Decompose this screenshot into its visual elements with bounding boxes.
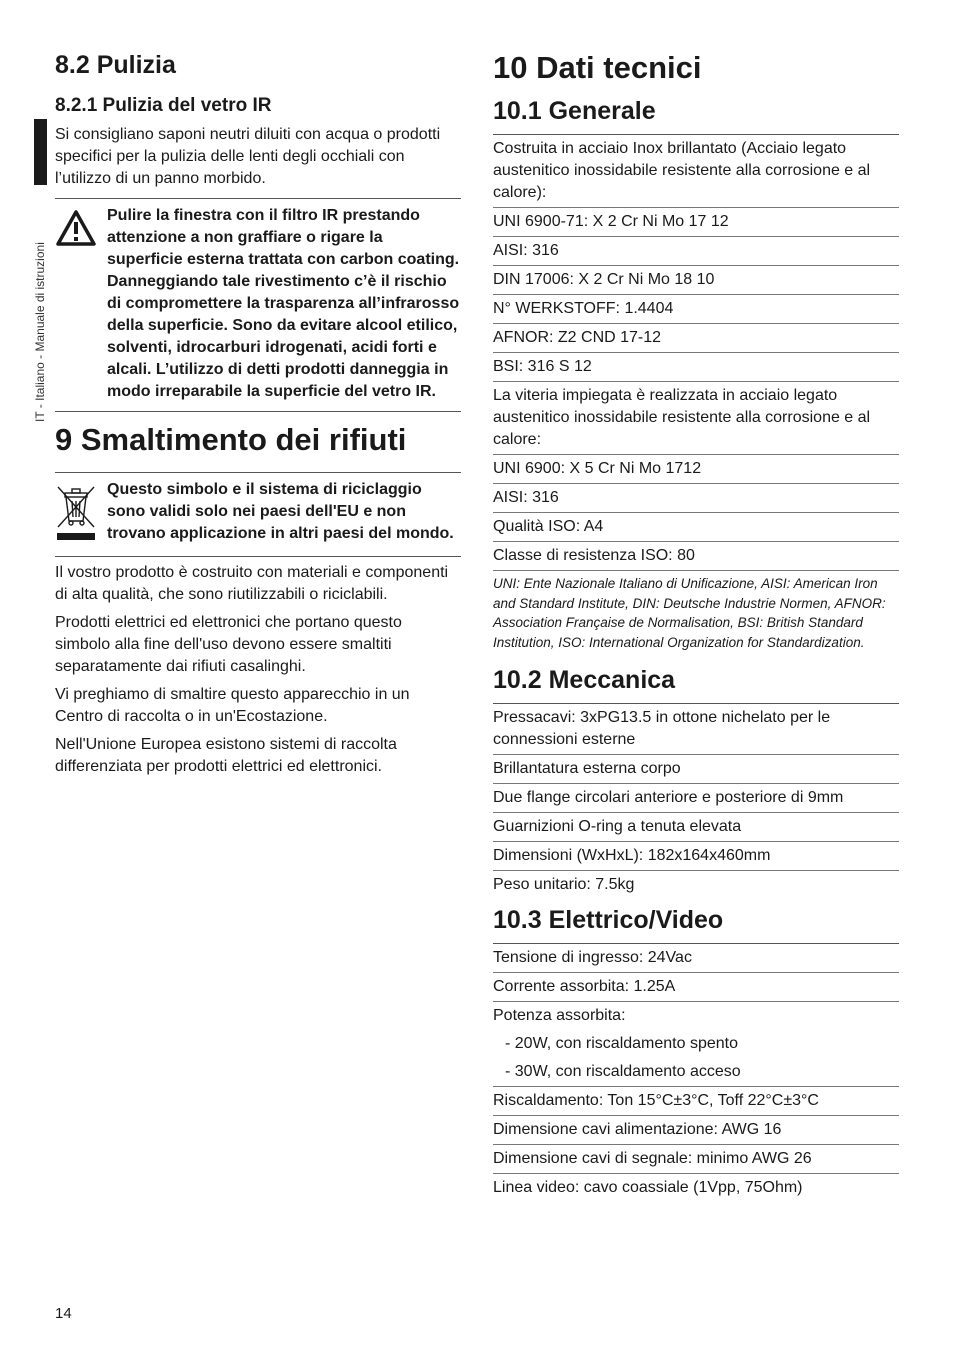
spec-row: La viteria impiegata è realizzata in acciaio legato austenitico inossidabile resistente alla corrosione e al calore:: [493, 382, 899, 455]
section-8-2-1-title: 8.2.1 Pulizia del vetro IR: [55, 95, 272, 116]
section-10-2-title: 10.2 Meccanica: [493, 666, 676, 694]
spec-row: Dimensioni (WxHxL): 182x164x460mm: [493, 842, 899, 871]
spec-row: N° WERKSTOFF: 1.4404: [493, 295, 899, 324]
spec-row: Peso unitario: 7.5kg: [493, 876, 635, 893]
weee-notice-box: [55, 472, 461, 557]
spec-row: Riscaldamento: Ton 15°C±3°C, Toff 22°C±3°C: [493, 1087, 899, 1116]
section-8-2-1-text: Si consigliano saponi neutri diluiti con acqua o prodotti specifici per la pulizia delle lenti degli occhiali con l’utilizzo di un panno morbido.: [55, 126, 441, 187]
right-column: [493, 48, 899, 1202]
spec-row: Corrente assorbita: 1.25A: [493, 973, 899, 1002]
spec-row: Due flange circolari anteriore e posteriore di 9mm: [493, 784, 899, 813]
spec-row: Tensione di ingresso: 24Vac: [493, 944, 899, 973]
spec-row: DIN 17006: X 2 Cr Ni Mo 18 10: [493, 266, 899, 295]
spec-row: Potenza assorbita:: [493, 1007, 626, 1024]
spec-row: Brillantatura esterna corpo: [493, 755, 899, 784]
spec-row: AISI: 316: [493, 237, 899, 266]
left-column: [55, 48, 461, 778]
side-tab-marker: [34, 119, 47, 185]
crossed-bin-icon: [55, 479, 107, 548]
disposal-paragraph: Vi preghiamo di smaltire questo apparecchio in un Centro di raccolta o in un'Ecostazione.: [55, 686, 410, 725]
spec-row: UNI 6900: X 5 Cr Ni Mo 1712: [493, 455, 899, 484]
spec-row: Dimensione cavi alimentazione: AWG 16: [493, 1116, 899, 1145]
spec-row: - 20W, con riscaldamento spento: [505, 1035, 739, 1052]
section-10-1-title: 10.1 Generale: [493, 97, 656, 125]
section-9-title: 9 Smaltimento dei rifiuti: [55, 422, 407, 457]
warning-text: Pulire la finestra con il filtro IR prestando attenzione a non graffiare o rigare la superficie esterna trattata con carbon coating. Danneggiando tale rivestimento c’è il rischio di compromettere la trasparenza all’infrarosso della superficie. Sono da evitare alcool etilico, solventi, idrocarburi idrogenati, acidi forti e alcali. L’utilizzo di detti prodotti danneggia in modo irreparabile la superficie del vetro IR.: [107, 207, 460, 400]
disposal-paragraph: Nell'Unione Europea esistono sistemi di raccolta differenziata per prodotti elettrici ed elettronici.: [55, 736, 397, 775]
electrical-spec-list: [493, 943, 899, 1202]
spec-row: Pressacavi: 3xPG13.5 in ottone nichelato per le connessioni esterne: [493, 704, 899, 755]
section-10-3-title: 10.3 Elettrico/Video: [493, 906, 724, 934]
section-8-2-title: 8.2 Pulizia: [55, 51, 176, 79]
spec-row: AFNOR: Z2 CND 17-12: [493, 324, 899, 353]
spec-row: BSI: 316 S 12: [493, 353, 899, 382]
page-number: 14: [55, 1305, 72, 1322]
disposal-paragraph: Il vostro prodotto è costruito con materiali e componenti di alta qualità, che sono riutilizzabili o riciclabili.: [55, 564, 449, 603]
spec-row: Classe di resistenza ISO: 80: [493, 542, 899, 571]
disposal-paragraph: Prodotti elettrici ed elettronici che portano questo simbolo alla fine dell'uso devono essere smaltiti separatamente dai rifiuti casalinghi.: [55, 614, 402, 675]
standards-footnote: UNI: Ente Nazionale Italiano di Unificazione, AISI: American Iron and Standard Institute, DIN: Deutsche Industrie Normen, AFNOR: Association Française de Normalisation, BSI: British Standard Institution, ISO: International Organization for Standardization.: [493, 576, 886, 650]
spec-row: Qualità ISO: A4: [493, 513, 899, 542]
spec-row: Linea video: cavo coassiale (1Vpp, 75Ohm): [493, 1179, 803, 1196]
spec-row: AISI: 316: [493, 484, 899, 513]
warning-box: [55, 198, 461, 412]
warning-triangle-icon: [55, 205, 107, 403]
section-10-title: 10 Dati tecnici: [493, 50, 702, 85]
spec-row: Dimensione cavi di segnale: minimo AWG 26: [493, 1145, 899, 1174]
spec-row: - 30W, con riscaldamento acceso: [493, 1058, 899, 1087]
mechanical-spec-list: [493, 703, 899, 899]
side-language-label: IT - Italiano - Manuale di istruzioni: [33, 242, 47, 422]
weee-notice-text: Questo simbolo e il sistema di riciclaggio sono validi solo nei paesi dell'EU e non trovano applicazione in altri paesi del mondo.: [107, 481, 454, 542]
spec-row: Costruita in acciaio Inox brillantato (Acciaio legato austenitico inossidabile resistente alla corrosione e al calore):: [493, 135, 899, 208]
spec-row: UNI 6900-71: X 2 Cr Ni Mo 17 12: [493, 208, 899, 237]
general-spec-list: [493, 134, 899, 655]
spec-row: Guarnizioni O-ring a tenuta elevata: [493, 813, 899, 842]
